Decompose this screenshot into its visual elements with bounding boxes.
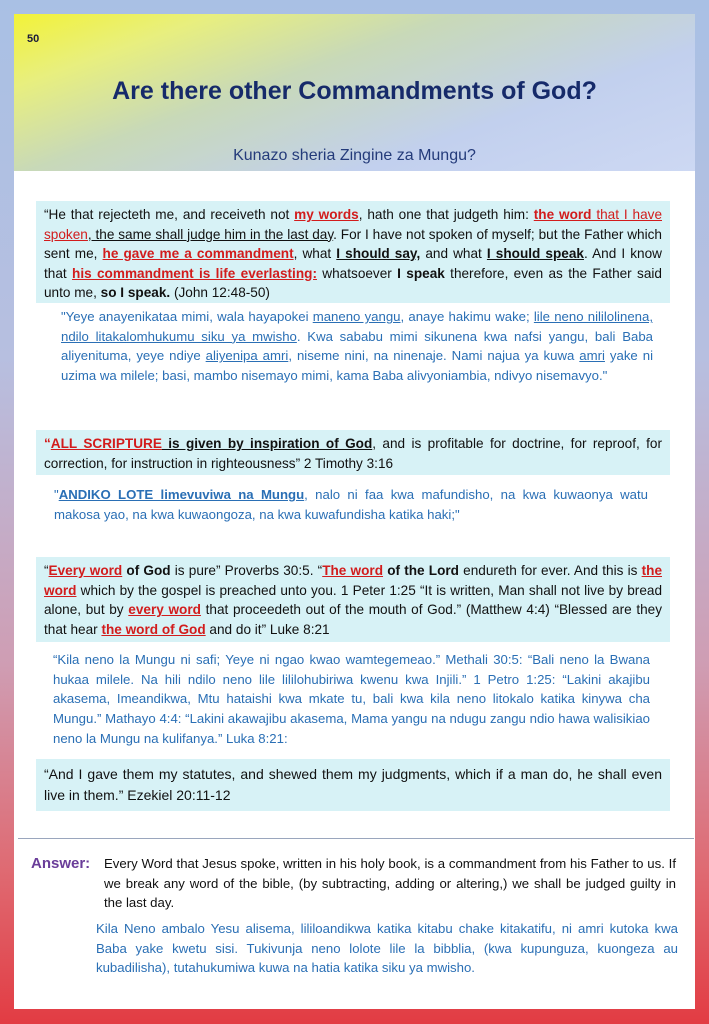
timothy-quote-english: “ALL SCRIPTURE is given by inspiration of God, and is profitable for doctrine, for reproof, for correction, for instruction in righteousness” 2 Timothy 3:16 [36, 430, 670, 475]
ezekiel-quote-english: “And I gave them my statutes, and shewed them my judgments, which if a man do, he shall even live in them.” Ezekiel 20:11-12 [36, 759, 670, 811]
answer-label: Answer: [31, 855, 91, 872]
john-quote-swahili: "Yeye anayenikataa mimi, wala hayapokei maneno yangu, anaye hakimu wake; lile neno nililolinena, ndilo litakalomhukumu siku ya mwisho. Kwa sababu mimi sikunena kwa nafsi yangu, bali Baba aliyenituma, yeye ndiye aliyenipa amri, niseme nini, na ninenaje. Nami najua ya kuwa amri yake ni uzima wa milele; basi, mambo nisemayo mimi, kama Baba alivyoniambia, ndivyo nisemavyo." [61, 309, 653, 384]
word-of-god-quotes-english: “Every word of God is pure” Proverbs 30:5. “The word of the Lord endureth for ever. And this is the word which by the gospel is preached unto you. 1 Peter 1:25 “It is written, Man shall not live by bread alone, but by every word that proceedeth out of the mouth of God.” (Matthew 4:4) “Blessed are they that hear the word of God and do it” Luke 8:21 [36, 557, 670, 642]
john-quote-english: “He that rejecteth me, and receiveth not my words, hath one that judgeth him: the word that I have spoken, the same shall judge him in the last day. For I have not spoken of myself; but the Father which sent me, he gave me a commandment, what I should say, and what I should speak. And I know that his commandment is life everlasting: whatsoever I speak therefore, even as the Father said unto me, so I speak. (John 12:48-50) [36, 201, 670, 303]
answer-english: Every Word that Jesus spoke, written in his holy book, is a commandment from his Father to us. If we break any word of the bible, (by subtracting, adding or altering,) we shall be judged guilty in the last day. [104, 856, 676, 910]
word-of-god-quotes-swahili: “Kila neno la Mungu ni safi; Yeye ni ngao kwao wamtegemeao.” Methali 30:5: “Bali neno la Bwana hukaa milele. Na hili ndilo neno lile lililohubiriwa kwenu kwa Injili.” 1 Petro 1:25: “Lakini akajibu akasema, Imeandikwa, Mtu hataishi kwa mkate tu, bali kwa kila neno litokalo katika kinywa cha Mungu.” Mathayo 4:4: “Lakini akawajibu akasema, Mama yangu na ndugu zangu ndio hawa walisikiao neno la Mungu na kulifanya.” Luka 8:21: [53, 652, 650, 746]
page [14, 14, 695, 1009]
timothy-quote-swahili: "ANDIKO LOTE limevuviwa na Mungu, nalo ni faa kwa mafundisho, na kwa kuwaonya watu makosa yao, na kwa kuwaongoza, na kwa kuwafundisha katika haki;" [54, 487, 648, 522]
page-title: Are there other Commandments of God? [112, 77, 597, 105]
answer-swahili: Kila Neno ambalo Yesu alisema, lililoandikwa katika kitabu chake kitakatifu, ni amri kutoka kwa Baba yake kwetu sisi. Tukivunja neno lolote lile la bibblia, (kwa kupunguza, kuongeza au kubadilisha), tutahukumiwa kuwa na hatia katika siku ya mwisho. [96, 921, 678, 976]
page-header [14, 14, 695, 171]
page-subtitle: Kunazo sheria Zingine za Mungu? [233, 147, 476, 164]
page-number: 50 [27, 33, 40, 45]
divider [18, 838, 694, 839]
